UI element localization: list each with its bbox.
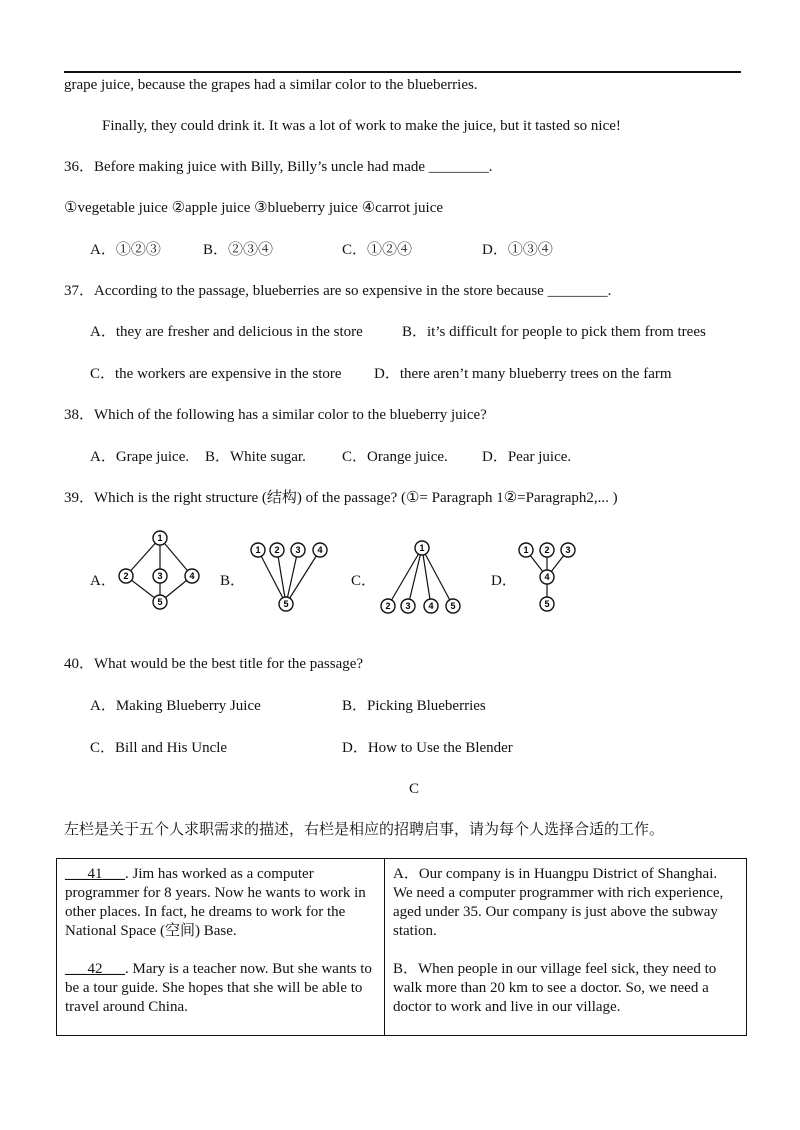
node-4 — [540, 570, 554, 584]
svg-text:4: 4 — [544, 572, 550, 582]
q38-option-c[interactable]: C．Orange juice. — [342, 449, 448, 465]
q37-stem: 37．According to the passage, blueberries are so expensive in the store because ________. — [64, 283, 612, 299]
q38-option-d[interactable]: D．Pear juice. — [482, 449, 572, 465]
svg-text:4: 4 — [317, 545, 323, 555]
svg-text:5: 5 — [157, 597, 163, 607]
node-3 — [153, 569, 167, 583]
svg-text:2: 2 — [385, 601, 391, 611]
q36-option-c[interactable]: C．①②④ — [342, 242, 413, 258]
node-2 — [270, 543, 284, 557]
q39-option-c[interactable]: C． — [351, 573, 377, 589]
q38-option-b[interactable]: B．White sugar. — [205, 449, 306, 465]
job-ad-a: A．Our company is in Huangpu District of Shanghai. We need a computer programmer with rich experience, aged under 35. Our company is just above the subway station. — [393, 866, 724, 939]
table-row — [57, 859, 747, 1036]
node-1 — [415, 541, 429, 555]
q36-option-b[interactable]: B．②③④ — [203, 242, 274, 258]
node-1 — [519, 543, 533, 557]
svg-text:4: 4 — [189, 571, 195, 581]
q40-option-b[interactable]: B．Picking Blueberries — [342, 698, 486, 714]
node-3 — [291, 543, 305, 557]
node-4 — [424, 599, 438, 613]
structure-diagram-c — [376, 538, 466, 618]
q40-option-c[interactable]: C．Bill and His Uncle — [90, 740, 228, 756]
q38-option-a[interactable]: A．Grape juice. — [90, 449, 190, 465]
passage-line-1: grape juice, because the grapes had a similar color to the blueberries. — [64, 77, 478, 93]
svg-text:1: 1 — [419, 543, 425, 553]
q39-stem: 39．Which is the right structure (结构) of the passage? (①= Paragraph 1②=Paragraph2,... ) — [64, 490, 618, 506]
q38-stem: 38．Which of the following has a similar color to the blueberry juice? — [64, 407, 487, 423]
q36-option-d[interactable]: D．①③④ — [482, 242, 553, 258]
node-5 — [153, 595, 167, 609]
q37-option-c[interactable]: C．the workers are expensive in the store — [90, 366, 342, 382]
top-rule — [64, 71, 741, 73]
structure-diagram-d — [514, 540, 578, 614]
node-3 — [401, 599, 415, 613]
section-heading: C — [409, 781, 420, 797]
left-column — [57, 859, 385, 1036]
svg-text:4: 4 — [428, 601, 434, 611]
svg-text:5: 5 — [544, 599, 550, 609]
node-4 — [185, 569, 199, 583]
node-2 — [119, 569, 133, 583]
q39-option-d[interactable]: D． — [491, 573, 517, 589]
q40-option-a[interactable]: A．Making Blueberry Juice — [90, 698, 261, 714]
svg-text:5: 5 — [450, 601, 456, 611]
node-5 — [540, 597, 554, 611]
svg-text:1: 1 — [523, 545, 529, 555]
person-41-description: ___41___. Jim has worked as a computer programmer for 8 years. Now he wants to work in other places. In fact, he dreams to work for the National Space (空间) Base. — [65, 866, 366, 939]
svg-text:3: 3 — [157, 571, 163, 581]
job-ad-b: B．When people in our village feel sick, they need to walk more than 20 km to see a doctor. So, we need a doctor to work and live in our village. — [393, 961, 717, 1015]
answer-blank-41[interactable]: ___41___ — [65, 866, 125, 882]
structure-diagram-a — [112, 528, 204, 612]
node-2 — [381, 599, 395, 613]
q37-option-a[interactable]: A．they are fresher and delicious in the store — [90, 324, 363, 340]
q36-items: ①vegetable juice ②apple juice ③blueberry juice ④carrot juice — [64, 200, 444, 216]
q40-stem: 40．What would be the best title for the passage? — [64, 656, 364, 672]
node-5 — [279, 597, 293, 611]
matching-table — [56, 858, 747, 1036]
svg-text:3: 3 — [565, 545, 571, 555]
answer-blank-42[interactable]: ___42___ — [65, 961, 125, 977]
svg-text:2: 2 — [274, 545, 280, 555]
svg-text:2: 2 — [123, 571, 129, 581]
q37-option-b[interactable]: B．it’s difficult for people to pick them from trees — [402, 324, 706, 340]
person-42-description: ___42___. Mary is a teacher now. But she wants to be a tour guide. She hopes that she will be able to travel around China. — [65, 961, 372, 1015]
passage-line-2: Finally, they could drink it. It was a lot of work to make the juice, but it tasted so nice! — [102, 118, 621, 134]
q40-option-d[interactable]: D．How to Use the Blender — [342, 740, 513, 756]
svg-text:1: 1 — [157, 533, 163, 543]
node-4 — [313, 543, 327, 557]
q36-stem: 36．Before making juice with Billy, Billy’s uncle had made ________. — [64, 159, 493, 175]
right-column — [385, 859, 747, 1036]
svg-text:1: 1 — [255, 545, 261, 555]
q39-option-b[interactable]: B． — [220, 573, 246, 589]
svg-text:2: 2 — [544, 545, 550, 555]
node-5 — [446, 599, 460, 613]
node-2 — [540, 543, 554, 557]
q39-option-a[interactable]: A． — [90, 573, 116, 589]
node-1 — [251, 543, 265, 557]
q36-option-a[interactable]: A．①②③ — [90, 242, 161, 258]
structure-diagram-b — [246, 540, 332, 612]
section-instruction: 左栏是关于五个人求职需求的描述，右栏是相应的招聘启事，请为每个人选择合适的工作。 — [64, 822, 665, 838]
node-1 — [153, 531, 167, 545]
node-3 — [561, 543, 575, 557]
q37-option-d[interactable]: D．there aren’t many blueberry trees on the farm — [374, 366, 672, 382]
svg-text:3: 3 — [295, 545, 301, 555]
svg-text:5: 5 — [283, 599, 289, 609]
svg-text:3: 3 — [405, 601, 411, 611]
